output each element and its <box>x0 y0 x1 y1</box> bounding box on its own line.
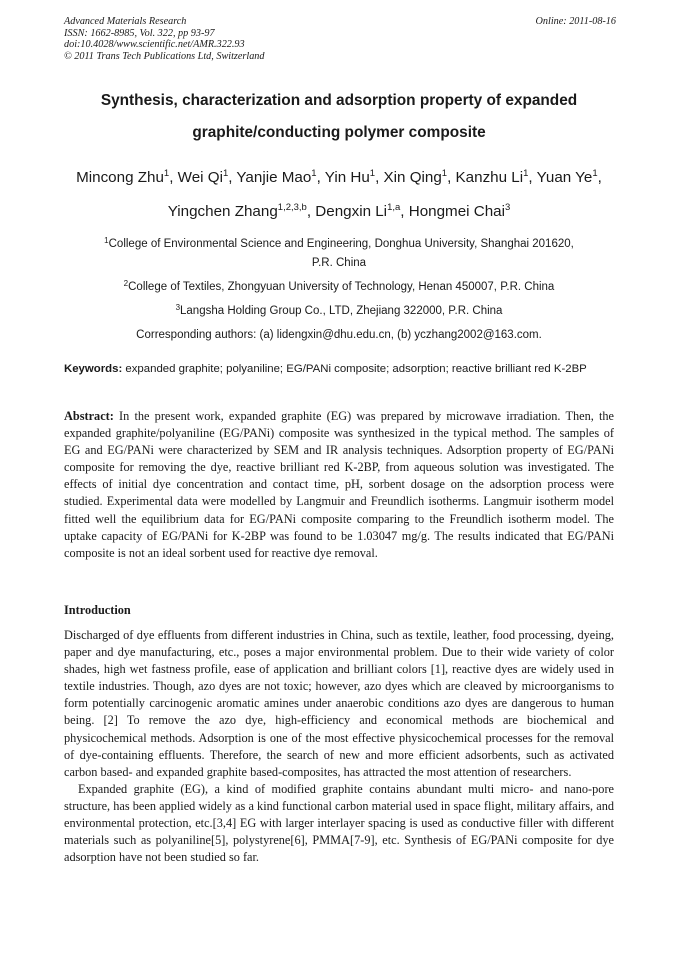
abstract-label: Abstract: <box>64 409 114 423</box>
introduction-body <box>64 627 614 866</box>
author: Wei Qi$^1$ <box>177 168 229 186</box>
author: Yanjie Mao$^1$ <box>236 168 317 186</box>
author: Mincong Zhu$^1$ <box>76 168 170 186</box>
author-list-line-1: Mincong Zhu$^1$, Wei Qi$^1$, Yanjie Mao$^1$, Yin Hu$^1$, Xin Qing$^1$, Kanzhu Li$^1$, Yuan Ye$^1$, <box>76 168 602 186</box>
affiliation-3: $^3$Langsha Holding Group Co., LTD, Zhejiang 322000, P.R. China <box>175 303 503 317</box>
introduction-paragraph-1: Discharged of dye effluents from different industries in China, such as textile, leather, food processing, dyeing, paper and dye manufacturing, etc., poses a major environmental problem. Due to their wide variety of color shades, high wet fastness profile, ease of application and brilliant colors [1], reactive dyes are widely used in textile industries. Though, azo dyes are not toxic; however, azo dyes which are cleaved by microorganisms to form potentially carcinogenic aromatic amines under anaerobic conditions azo dyes are dangerous to human being. [2] To remove the azo dye, high-efficiency and economical methods are biochemical and physicochemical methods. Adsorption is one of the most effective physicochemical processes for the removal of dye-containing effluents. Therefore, the search of new and more efficient adsorbents, such as activated carbon based- and expanded graphite based-composites, has attracted the most attention of researchers. <box>64 628 614 779</box>
abstract <box>64 408 614 562</box>
journal-header <box>64 16 264 62</box>
author: Kanzhu Li$^1$ <box>455 168 529 186</box>
abstract-text: In the present work, expanded graphite (EG) was prepared by microwave irradiation. Then, the expanded graphite/polyaniline (EG/PANi) composite was synthesized in the typical method. The samples of EG and EG/PANi were characterized by SEM and IR analysis techniques. Adsorption property of EG/PANi composite for removing the dye, reactive brilliant red K-2BP, from aqueous solution was investigated. The effects of initial dye concentration and contact time, pH, sorbent dosage on the adsorption process were studied. Experimental data were modelled by Langmuir and Freundlich isotherms. Langmuir isotherm model fitted well the equilibrium data for EG/PANi composite comparing to the Freundlich isotherm model. The uptake capacity of EG/PANi for K-2BP was found to be 1.03047 mg/g. The results indicated that EG/PANi composite is not an ideal sorbent used for reactive dye removal. <box>64 409 614 560</box>
doi-line[interactable]: doi:10.4028/www.scientific.net/AMR.322.93 <box>64 39 245 50</box>
keywords-text: expanded graphite; polyaniline; EG/PANi composite; adsorption; reactive brilliant red K-2BP <box>125 363 587 375</box>
copyright-line: © 2011 Trans Tech Publications Ltd, Switzerland <box>64 50 265 62</box>
introduction-paragraph-2: Expanded graphite (EG), a kind of modified graphite contains abundant multi micro- and nano-pore structure, has been applied widely as a kind functional carbon material used in space flight, military affairs, and environmental protection, etc.[3,4] EG with larger interlayer spacing is used as conductive filler with different materials such as polyaniline[5], polystyrene[6], PMMA[7-9], etc. Synthesis of EG/PANi composite for dye adsorption have not been studied so far. <box>64 781 614 865</box>
author: Yuan Ye$^1$ <box>536 168 598 186</box>
paper-title-line-2: graphite/conducting polymer composite <box>192 124 486 141</box>
online-date: Online: 2011-08-16 <box>535 16 616 27</box>
author: Yingchen Zhang$^{1,2,3,b}$ <box>167 202 307 220</box>
affiliation-2: $^2$College of Textiles, Zhongyuan University of Technology, Henan 450007, P.R. China <box>123 279 555 293</box>
author-list-line-2: Yingchen Zhang$^{1,2,3,b}$, Dengxin Li$^{1,a}$, Hongmei Chai$^3$ <box>167 202 511 220</box>
introduction-heading: Introduction <box>64 603 131 617</box>
paper-title-line-1: Synthesis, characterization and adsorption property of expanded <box>100 92 578 109</box>
author: Yin Hu$^1$ <box>324 168 376 186</box>
issn-line: ISSN: 1662-8985, Vol. 322, pp 93-97 <box>64 27 215 39</box>
journal-name: Advanced Materials Research <box>64 16 187 27</box>
author: Dengxin Li$^{1,a}$ <box>315 202 401 220</box>
author: Hongmei Chai$^3$ <box>408 202 511 220</box>
keywords <box>64 360 614 378</box>
corresponding-authors: Corresponding authors: (a) lidengxin@dhu.edu.cn, (b) yczhang2002@163.com. <box>136 329 542 341</box>
author: Xin Qing$^1$ <box>383 168 448 186</box>
keywords-label: Keywords: <box>64 363 123 375</box>
affiliation-1: $^1$College of Environmental Science and Engineering, Donghua University, Shanghai 201620, <box>104 236 574 250</box>
affiliation-1-cont: P.R. China <box>311 257 367 269</box>
